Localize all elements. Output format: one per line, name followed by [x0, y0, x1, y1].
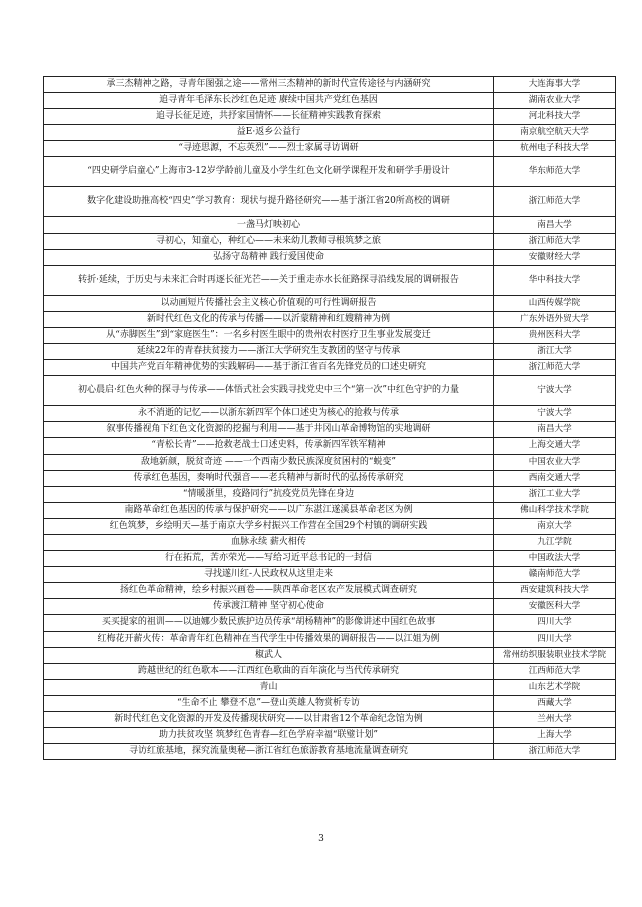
school-cell: 大连海事大学: [494, 77, 616, 93]
project-title-cell: 助力扶贫攻坚 筑梦红色青春—红色学府幸福“联璧计划”: [44, 728, 494, 744]
school-cell: 河北科技大学: [494, 109, 616, 125]
table-row: [44, 486, 616, 502]
table-row: [44, 295, 616, 311]
project-table: [43, 76, 616, 760]
school-cell: 兰州大学: [494, 712, 616, 728]
project-title-cell: 红梅花开薪火传：革命青年红色精神在当代学生中传播效果的调研报告——以江姐为例: [44, 631, 494, 647]
table-row: [44, 567, 616, 583]
school-cell: 四川大学: [494, 631, 616, 647]
table-row: [44, 647, 616, 663]
table-row: [44, 217, 616, 233]
table-row: [44, 141, 616, 157]
project-title-cell: 一盏马灯映初心: [44, 217, 494, 233]
school-cell: 常州纺织服装职业技术学院: [494, 647, 616, 663]
school-cell: 西藏大学: [494, 695, 616, 711]
table-row: [44, 157, 616, 187]
table-row: [44, 77, 616, 93]
page-number: 3: [318, 834, 324, 844]
project-title-cell: “四史研学启童心”上海市3-12岁学龄前儿童及小学生红色文化研学课程开发和研学手册设计: [44, 157, 494, 187]
project-title-cell: 追寻长征足迹，共抒家国情怀——长征精神实践教育探索: [44, 109, 494, 125]
school-cell: 中国农业大学: [494, 454, 616, 470]
table-row: [44, 233, 616, 249]
school-cell: 宁波大学: [494, 376, 616, 406]
project-title-cell: 延续22年的青春扶贫接力——浙江大学研究生支教团的坚守与传承: [44, 344, 494, 360]
school-cell: 华中科技大学: [494, 265, 616, 295]
project-title-cell: 新时代红色文化资源的开发及传播现状研究——以甘肃省12个革命纪念馆为例: [44, 712, 494, 728]
project-title-cell: 扬红色革命精神，绘乡村振兴画卷——陕西革命老区农产发展模式调查研究: [44, 583, 494, 599]
table-row: [44, 470, 616, 486]
table-row: [44, 551, 616, 567]
school-cell: 上海大学: [494, 728, 616, 744]
table-row: [44, 663, 616, 679]
project-title-cell: 寻初心，知童心，种红心——未来幼儿教师寻根筑梦之旅: [44, 233, 494, 249]
table-row: [44, 744, 616, 760]
school-cell: 九江学院: [494, 534, 616, 550]
table-row: [44, 265, 616, 295]
table-row: [44, 712, 616, 728]
school-cell: 杭州电子科技大学: [494, 141, 616, 157]
project-title-cell: “青松长青”——抢救老战士口述史料，传承新四军铁军精神: [44, 438, 494, 454]
school-cell: 赣南师范大学: [494, 567, 616, 583]
project-title-cell: 中国共产党百年精神优势的实践解码——基于浙江省百名先锋党员的口述史研究: [44, 360, 494, 376]
school-cell: 佛山科学技术学院: [494, 502, 616, 518]
table-row: [44, 406, 616, 422]
project-title-cell: 行在拓荒，苦亦荣光——写给习近平总书记的一封信: [44, 551, 494, 567]
project-title-cell: 以动画短片传播社会主义核心价值观的可行性调研报告: [44, 295, 494, 311]
school-cell: 安徽医科大学: [494, 599, 616, 615]
table-row: [44, 695, 616, 711]
school-cell: 南昌大学: [494, 422, 616, 438]
table-row: [44, 125, 616, 141]
project-title-cell: 敌地新颜，脱贫奇迹 ——一个西南少数民族深度贫困村的“蜕变”: [44, 454, 494, 470]
project-title-cell: 寻访红旅基地，探究流量奥秘—浙江省红色旅游教育基地流量调查研究: [44, 744, 494, 760]
project-title-cell: 从“赤脚医生”到“家庭医生”：一名乡村医生眼中的贵州农村医疗卫生事业发展变迁: [44, 327, 494, 343]
table-row: [44, 534, 616, 550]
school-cell: 浙江师范大学: [494, 187, 616, 217]
table-row: [44, 376, 616, 406]
project-title-cell: 新时代红色文化的传承与传播——以沂蒙精神和红嫂精神为例: [44, 311, 494, 327]
table-row: [44, 93, 616, 109]
school-cell: 浙江工业大学: [494, 486, 616, 502]
school-cell: 浙江大学: [494, 344, 616, 360]
school-cell: 浙江师范大学: [494, 233, 616, 249]
project-title-cell: 椒武人: [44, 647, 494, 663]
school-cell: 山西传媒学院: [494, 295, 616, 311]
school-cell: 贵州医科大学: [494, 327, 616, 343]
table-row: [44, 422, 616, 438]
table-row: [44, 518, 616, 534]
project-title-cell: 初心晨启·红色火种的探寻与传承——体悟式社会实践寻找党史中三个“第一次”中红色守护的力量: [44, 376, 494, 406]
project-title-cell: 弘扬守岛精神 践行爱国使命: [44, 249, 494, 265]
school-cell: 湖南农业大学: [494, 93, 616, 109]
school-cell: 南京大学: [494, 518, 616, 534]
school-cell: 江西师范大学: [494, 663, 616, 679]
table-row: [44, 327, 616, 343]
table-row: [44, 615, 616, 631]
school-cell: 山东艺术学院: [494, 679, 616, 695]
school-cell: 浙江师范大学: [494, 744, 616, 760]
table-row: [44, 311, 616, 327]
project-title-cell: “寻迹思源，不忘英烈”——烈士家属寻访调研: [44, 141, 494, 157]
school-cell: 中国政法大学: [494, 551, 616, 567]
school-cell: 西南交通大学: [494, 470, 616, 486]
school-cell: 四川大学: [494, 615, 616, 631]
project-title-cell: 传承红色基因，奏响时代强音——老兵精神与新时代的弘扬传承研究: [44, 470, 494, 486]
table-row: [44, 109, 616, 125]
school-cell: 华东师范大学: [494, 157, 616, 187]
table-row: [44, 249, 616, 265]
project-title-cell: 跨越世纪的红色歌本——江西红色歌曲的百年演化与当代传承研究: [44, 663, 494, 679]
school-cell: 南昌大学: [494, 217, 616, 233]
project-title-cell: 追寻青年毛泽东长沙红色足迹 赓续中国共产党红色基因: [44, 93, 494, 109]
table-row: [44, 728, 616, 744]
school-cell: 上海交通大学: [494, 438, 616, 454]
project-title-cell: 寻找遂川红-人民政权从这里走来: [44, 567, 494, 583]
project-title-cell: 益E·返乡公益行: [44, 125, 494, 141]
table-row: [44, 583, 616, 599]
project-title-cell: “情暖浙里，疫路同行”抗疫党员先锋在身边: [44, 486, 494, 502]
project-title-cell: 叙事传播视角下红色文化资源的挖掘与利用——基于井冈山革命博物馆的实地调研: [44, 422, 494, 438]
project-title-cell: 红色筑梦，乡绘明天—基于南京大学乡村振兴工作营在全国29个村镇的调研实践: [44, 518, 494, 534]
table-row: [44, 631, 616, 647]
project-title-cell: 买买提家的祖训——以迪娜少数民族护边员传承“胡杨精神”的影像讲述中国红色故事: [44, 615, 494, 631]
school-cell: 宁波大学: [494, 406, 616, 422]
table-row: [44, 438, 616, 454]
table-row: [44, 599, 616, 615]
table-row: [44, 344, 616, 360]
table-body: [44, 77, 616, 760]
project-title-cell: 血脉永续 薪火相传: [44, 534, 494, 550]
table-row: [44, 454, 616, 470]
project-title-cell: “生命不止 攀登不息”—登山英雄人物赏析专访: [44, 695, 494, 711]
project-title-cell: 承三杰精神之路，寻青年图强之途——常州三杰精神的新时代宣传途径与内涵研究: [44, 77, 494, 93]
project-title-cell: 南路革命红色基因的传承与保护研究——以广东湛江遂溪县革命老区为例: [44, 502, 494, 518]
project-title-cell: 永不消逝的记忆——以浙东新四军个体口述史为核心的抢救与传承: [44, 406, 494, 422]
project-title-cell: 传承渡江精神 坚守初心使命: [44, 599, 494, 615]
school-cell: 西安建筑科技大学: [494, 583, 616, 599]
table-row: [44, 679, 616, 695]
table-row: [44, 360, 616, 376]
project-title-cell: 转折·延续，于历史与未来汇合时再逐长征光芒——关于重走赤水长征路探寻沿线发展的调研报告: [44, 265, 494, 295]
school-cell: 安徽财经大学: [494, 249, 616, 265]
project-title-cell: 青山: [44, 679, 494, 695]
table-row: [44, 187, 616, 217]
school-cell: 广东外语外贸大学: [494, 311, 616, 327]
project-title-cell: 数字化建设助推高校“四史”学习教育：现状与提升路径研究——基于浙江省20所高校的调研: [44, 187, 494, 217]
school-cell: 南京航空航天大学: [494, 125, 616, 141]
table-row: [44, 502, 616, 518]
school-cell: 浙江师范大学: [494, 360, 616, 376]
